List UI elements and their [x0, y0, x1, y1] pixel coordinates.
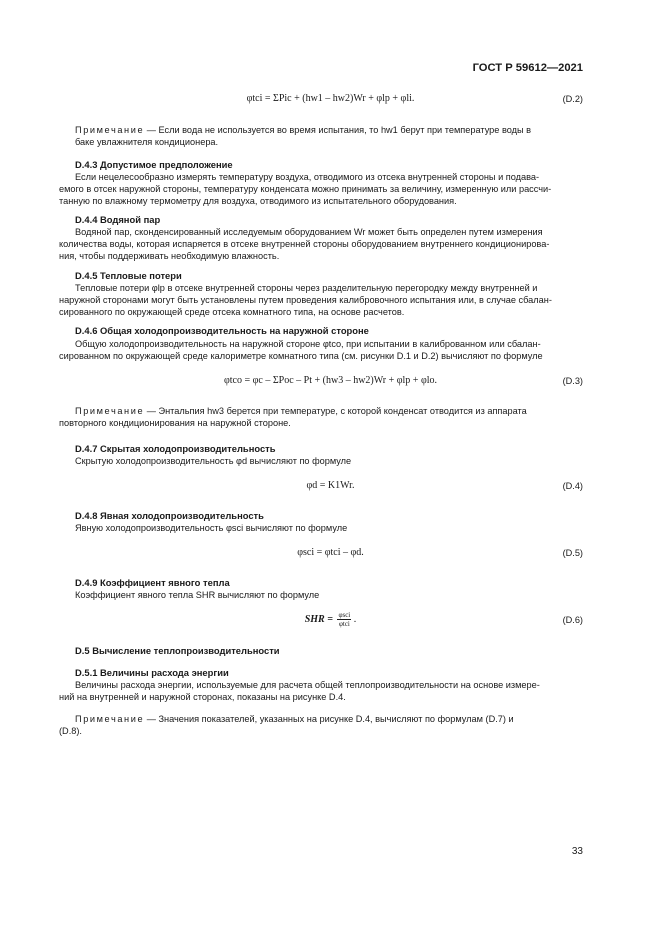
note-2-cont — [59, 417, 583, 429]
standard-header: ГОСТ Р 59612—2021 — [472, 62, 583, 74]
d44-line-3: ния, чтобы поддерживать необходимую влажность. — [59, 251, 280, 262]
section-d51-title: D.5.1 Величины расхода энергии — [75, 667, 229, 678]
d45-line-2: наружной сторонами могут быть установлены путем проведения калибровочного испытания или, в случае сбалан- — [59, 295, 552, 305]
section-d43-body — [75, 171, 583, 183]
d44-line-2: количества воды, которая испаряется в отсеке внутренней стороны оборудованием внутреннего кондиционирова- — [59, 239, 550, 249]
d45-line-1: Тепловые потери φlp в отсеке внутренней стороны через разделительную перегородку между внутренней и — [75, 283, 538, 293]
note-1-line-2: баке увлажнителя кондиционера. — [75, 137, 219, 148]
d46-line-2: сированном по окружающей среде калориметре комнатного типа (см. рисунки D.1 и D.2) вычисляют по формуле — [59, 351, 543, 361]
d49-line-1: Коэффициент явного тепла SHR вычисляют по формуле — [75, 590, 320, 600]
equation-d6-tail: . — [353, 613, 357, 625]
section-d45-body — [75, 282, 583, 294]
note-3-line-1: — Значения показателей, указанных на рисунке D.4, вычисляют по формулам (D.7) и — [146, 714, 514, 724]
section-d45-title: D.4.5 Тепловые потери — [75, 270, 182, 281]
section-d51-body — [75, 679, 583, 691]
section-d46-title: D.4.6 Общая холодопроизводительность на наружной стороне — [75, 325, 369, 336]
equation-d6-lhs: SHR = — [304, 613, 333, 625]
section-d46-body — [75, 338, 583, 350]
section-d43-cont — [59, 183, 583, 207]
d46-line-1: Общую холодопроизводительность на наружной стороне φtco, при испытании в калиброванном или сбалан- — [75, 339, 541, 349]
d43-line-1: Если нецелесообразно измерять температуру воздуха, отводимого из отсека внутренней стороны и подава- — [75, 172, 540, 182]
section-d47-body — [75, 455, 583, 467]
note-label: Примечание — [75, 714, 145, 724]
section-d43-title: D.4.3 Допустимое предположение — [75, 159, 233, 170]
d51-line-1: Величины расхода энергии, используемые для расчета общей теплопроизводительности на основе измере- — [75, 680, 540, 690]
equation-d4: φd = K1Wr. — [306, 480, 355, 491]
d43-line-3: танную по влажному термометру для воздуха, отводимого из испытательного оборудования. — [59, 196, 457, 207]
equation-d6-denominator: φtci — [338, 620, 350, 628]
section-d45-cont — [59, 294, 583, 318]
equation-number-d5: (D.5) — [562, 548, 583, 558]
note-3 — [75, 713, 583, 725]
section-d5-title: D.5 Вычисление теплопроизводительности — [75, 645, 280, 656]
note-2 — [75, 405, 583, 417]
note-1-line-1: — Если вода не используется во время испытания, то hw1 берут при температуре воды в — [146, 125, 532, 135]
equation-d6-fraction — [337, 611, 351, 628]
section-d49-title: D.4.9 Коэффициент явного тепла — [75, 577, 230, 588]
equation-d5: φsci = φtci – φd. — [297, 547, 364, 558]
section-d44-body — [59, 226, 583, 238]
section-d47-title: D.4.7 Скрытая холодопроизводительность — [75, 443, 276, 454]
section-d51-cont — [59, 691, 583, 703]
equation-number-d6: (D.6) — [562, 615, 583, 625]
equation-d2: φtci = ΣPic + (hw1 – hw2)Wr + φlp + φli. — [246, 93, 415, 104]
note-label: Примечание — [75, 125, 145, 135]
d43-line-2: емого в отсек наружной стороны, температуру конденсата можно принимать за величину, измеренную или рассчи- — [59, 184, 552, 194]
d47-line-1: Скрытую холодопроизводительность φd вычисляют по формуле — [75, 456, 352, 466]
note-2-line-2: повторного кондиционирования на наружной стороне. — [59, 418, 291, 428]
note-3-line-2: (D.8). — [59, 726, 82, 736]
d45-line-3: сированного по окружающей среде отсека комнатного типа, на основе расчетов. — [59, 307, 405, 318]
note-1 — [75, 124, 583, 148]
d44-line-1: Водяной пар, сконденсированный исследуемым оборудованием Wr может быть определен путем измерения — [75, 227, 543, 237]
note-2-line-1: — Энтальпия hw3 берется при температуре, с которой конденсат отводится из аппарата — [146, 406, 527, 416]
d48-line-1: Явную холодопроизводительность φsci вычисляют по формуле — [75, 523, 348, 533]
section-d46-cont — [59, 350, 583, 362]
equation-d3: φtco = φc – ΣPoc – Pt + (hw3 – hw2)Wr + φlp + φlo. — [224, 375, 437, 386]
section-d44-title: D.4.4 Водяной пар — [75, 214, 161, 225]
section-d48-title: D.4.8 Явная холодопроизводительность — [75, 510, 264, 521]
equation-number-d4: (D.4) — [562, 481, 583, 491]
page-number: 33 — [571, 846, 583, 857]
equation-number-d2: (D.2) — [562, 94, 583, 104]
section-d48-body — [75, 522, 583, 534]
d51-line-2: ний на внутренней и наружной сторонах, показаны на рисунке D.4. — [59, 692, 346, 702]
equation-d6-numerator: φsci — [338, 611, 351, 619]
note-label: Примечание — [75, 406, 145, 416]
section-d49-body — [75, 589, 583, 601]
section-d44-cont — [59, 238, 583, 262]
equation-number-d3: (D.3) — [562, 376, 583, 386]
note-3-cont — [59, 725, 583, 737]
